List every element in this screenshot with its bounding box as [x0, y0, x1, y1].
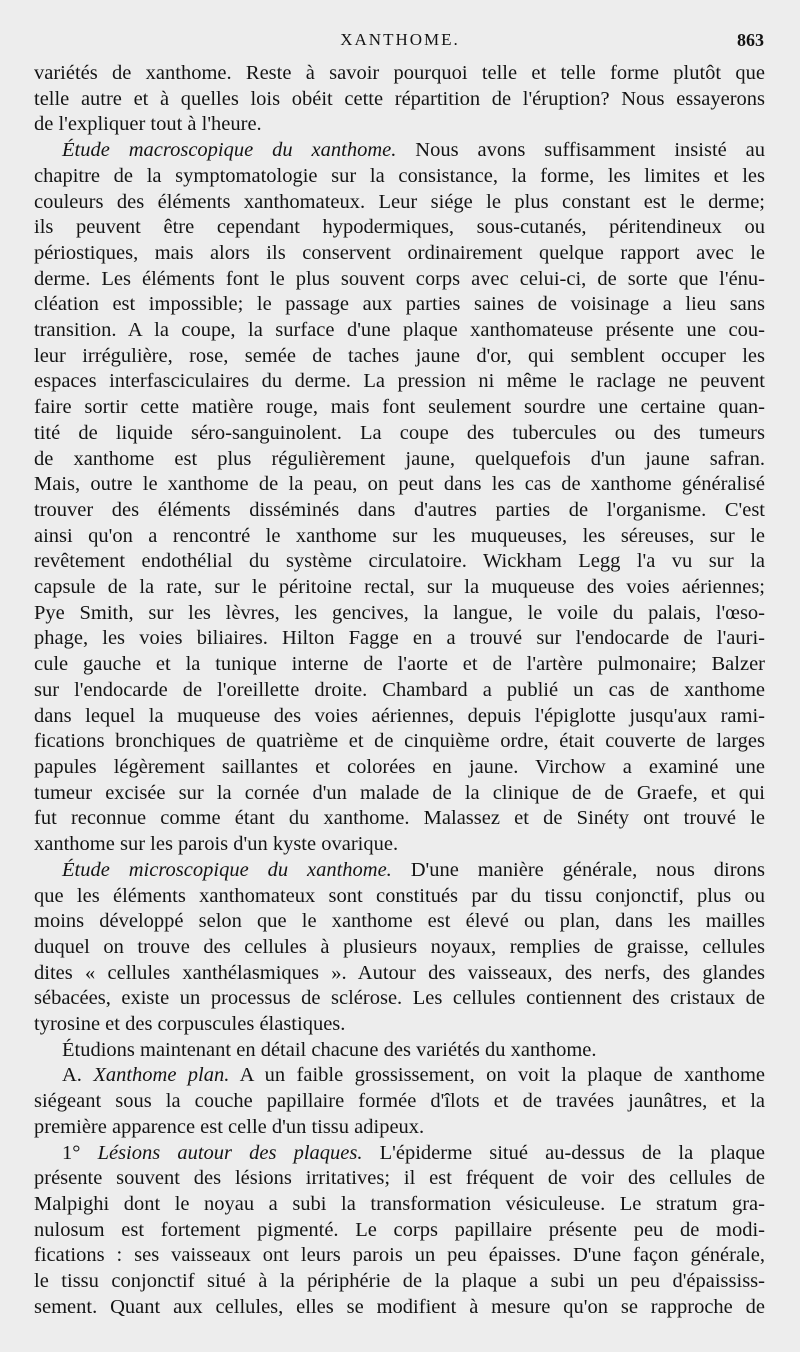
text-line: périostiques, mais alors ils conservent ordinairement quelque rapport avec le: [34, 241, 765, 264]
text-run: A un faible grossissement, on voit la plaque de xanthome: [229, 1064, 765, 1087]
section-heading-line: [34, 1141, 765, 1167]
text-line: derme. Les éléments font le plus souvent corps avec celui-ci, de sorte que l'énu-: [34, 267, 765, 290]
text-line: revêtement endothélial du système circulatoire. Wickham Legg l'a vu sur la: [34, 550, 765, 573]
text-line: que les éléments xanthomateux sont constitués par du tissu conjonctif, plus ou: [34, 884, 765, 907]
text-line: duquel on trouve des cellules à plusieurs noyaux, remplies de graisse, cellules: [34, 935, 765, 958]
text-line: ainsi qu'on a rencontré le xanthome sur les muqueuses, les séreuses, sur le: [34, 524, 765, 547]
page-header: [36, 30, 764, 58]
section-heading-macroscopique: Étude macroscopique du xanthome.: [62, 139, 397, 162]
text-line: variétés de xanthome. Reste à savoir pourquoi telle et telle forme plutôt que: [34, 62, 765, 84]
text-line: phage, les voies biliaires. Hilton Fagge en a trouvé sur l'endocarde de l'auri-: [34, 627, 765, 650]
text-line: couleurs des éléments xanthomateux. Leur siége le plus constant est le derme;: [34, 190, 765, 213]
text-run: D'une manière générale, nous dirons: [391, 858, 765, 881]
text-line: papules légèrement saillantes et colorées en jaune. Virchow a examiné une: [34, 755, 765, 778]
text-line: Pye Smith, sur les lèvres, les gencives, la langue, le voile du palais, l'œso-: [34, 601, 765, 624]
text-line: dites « cellules xanthélasmiques ». Autour des vaisseaux, des nerfs, des glandes: [34, 961, 765, 984]
text-line: faire sortir cette matière rouge, mais font seulement sourdre une certaine quan-: [34, 396, 765, 419]
text-line: le tissu conjonctif situé à la périphérie de la plaque a subi un peu d'épaississ-: [34, 1270, 765, 1293]
text-line: Malpighi dont le noyau a subi la transformation vésiculeuse. Le stratum gra-: [34, 1192, 765, 1215]
text-line: chapitre de la symptomatologie sur la consistance, la forme, les limites et les: [34, 164, 765, 187]
section-heading-line: [34, 1063, 765, 1089]
text-line: cléation est impossible; le passage aux parties saines de voisinage a lieu sans: [34, 293, 765, 316]
text-line: moins développé selon que le xanthome est élevé ou plan, dans les mailles: [34, 910, 765, 933]
text-line: xanthome sur les parois d'un kyste ovarique.: [34, 833, 399, 856]
text-run: A.: [62, 1064, 94, 1087]
text-line: de l'expliquer tout à l'heure.: [34, 113, 262, 136]
text-run: L'épiderme situé au-dessus de la plaque: [362, 1141, 765, 1164]
text-line: sement. Quant aux cellules, elles se modifient à mesure qu'on se rapproche de: [34, 1295, 765, 1318]
text-line: dans lequel la muqueuse des voies aériennes, depuis l'épiglotte jusqu'aux rami-: [34, 704, 765, 727]
running-title: XANTHOME.: [340, 30, 460, 49]
text-line: fications : ses vaisseaux ont leurs parois un peu épaisses. D'une façon générale,: [34, 1244, 765, 1267]
text-line: tumeur excisée sur la cornée d'un malade de la clinique de de Graefe, et qui: [34, 781, 765, 804]
section-heading-lesions: Lésions autour des plaques.: [97, 1141, 363, 1164]
text-line: Mais, outre le xanthome de la peau, on peut dans les cas de xanthome généralisé: [34, 473, 765, 496]
text-line: sur l'endocarde de l'oreillette droite. Chambard a publié un cas de xanthome: [34, 678, 765, 701]
text-line: siégeant sous la couche papillaire formée d'îlots et de travées jaunâtres, et la: [34, 1090, 765, 1113]
text-line: Étudions maintenant en détail chacune des variétés du xanthome.: [62, 1038, 597, 1061]
text-line: première apparence est celle d'un tissu adipeux.: [34, 1115, 425, 1138]
text-line: tité de liquide séro-sanguinolent. La coupe des tubercules ou des tumeurs: [34, 421, 765, 444]
section-heading-line: [34, 858, 765, 884]
text-line: telle autre et à quelles lois obéit cette répartition de l'éruption? Nous essayerons: [34, 87, 765, 110]
text-line: fut reconnue comme étant du xanthome. Malassez et de Sinéty ont trouvé le: [34, 807, 765, 830]
text-line: sébacées, existe un processus de sclérose. Les cellules contiennent des cristaux de: [34, 987, 765, 1010]
text-line: fications bronchiques de quatrième et de cinquième ordre, était couverte de larges: [34, 730, 765, 753]
text-line: ils peuvent être cependant hypodermiques, sous-cutanés, péritendineux ou: [34, 216, 765, 239]
text-line: transition. A la coupe, la surface d'une plaque xanthomateuse présente une cou-: [34, 319, 765, 342]
text-run: 1°: [62, 1141, 98, 1164]
section-heading-microscopique: Étude microscopique du xanthome.: [62, 858, 392, 881]
text-run: Nous avons suffisamment insisté au: [396, 139, 765, 162]
text-line: nulosum est fortement pigmenté. Le corps papillaire présente peu de modi-: [34, 1218, 765, 1241]
text-line: présente souvent des lésions irritatives; il est fréquent de voir des cellules de: [34, 1167, 765, 1190]
text-line: tyrosine et des corpuscules élastiques.: [34, 1013, 346, 1036]
text-line: capsule de la rate, sur le péritoine rectal, sur la muqueuse des voies aériennes;: [34, 576, 765, 599]
text-line: cule gauche et la tunique interne de l'aorte et de l'artère pulmonaire; Balzer: [34, 653, 765, 676]
section-heading-line: [34, 138, 765, 164]
text-line: trouver des éléments disséminés dans d'autres parties de l'organisme. C'est: [34, 498, 765, 521]
text-line: de xanthome est plus régulièrement jaune, quelquefois d'un jaune safran.: [34, 447, 765, 470]
text-line: espaces interfasciculaires du derme. La pression ni même le raclage ne peuvent: [34, 370, 765, 393]
page-number: 863: [737, 30, 764, 50]
text-line: leur irrégulière, rose, semée de taches jaune d'or, qui semblent occuper les: [34, 344, 765, 367]
body-text: [34, 61, 765, 1320]
section-heading-xanthome-plan: Xanthome plan.: [93, 1064, 230, 1087]
